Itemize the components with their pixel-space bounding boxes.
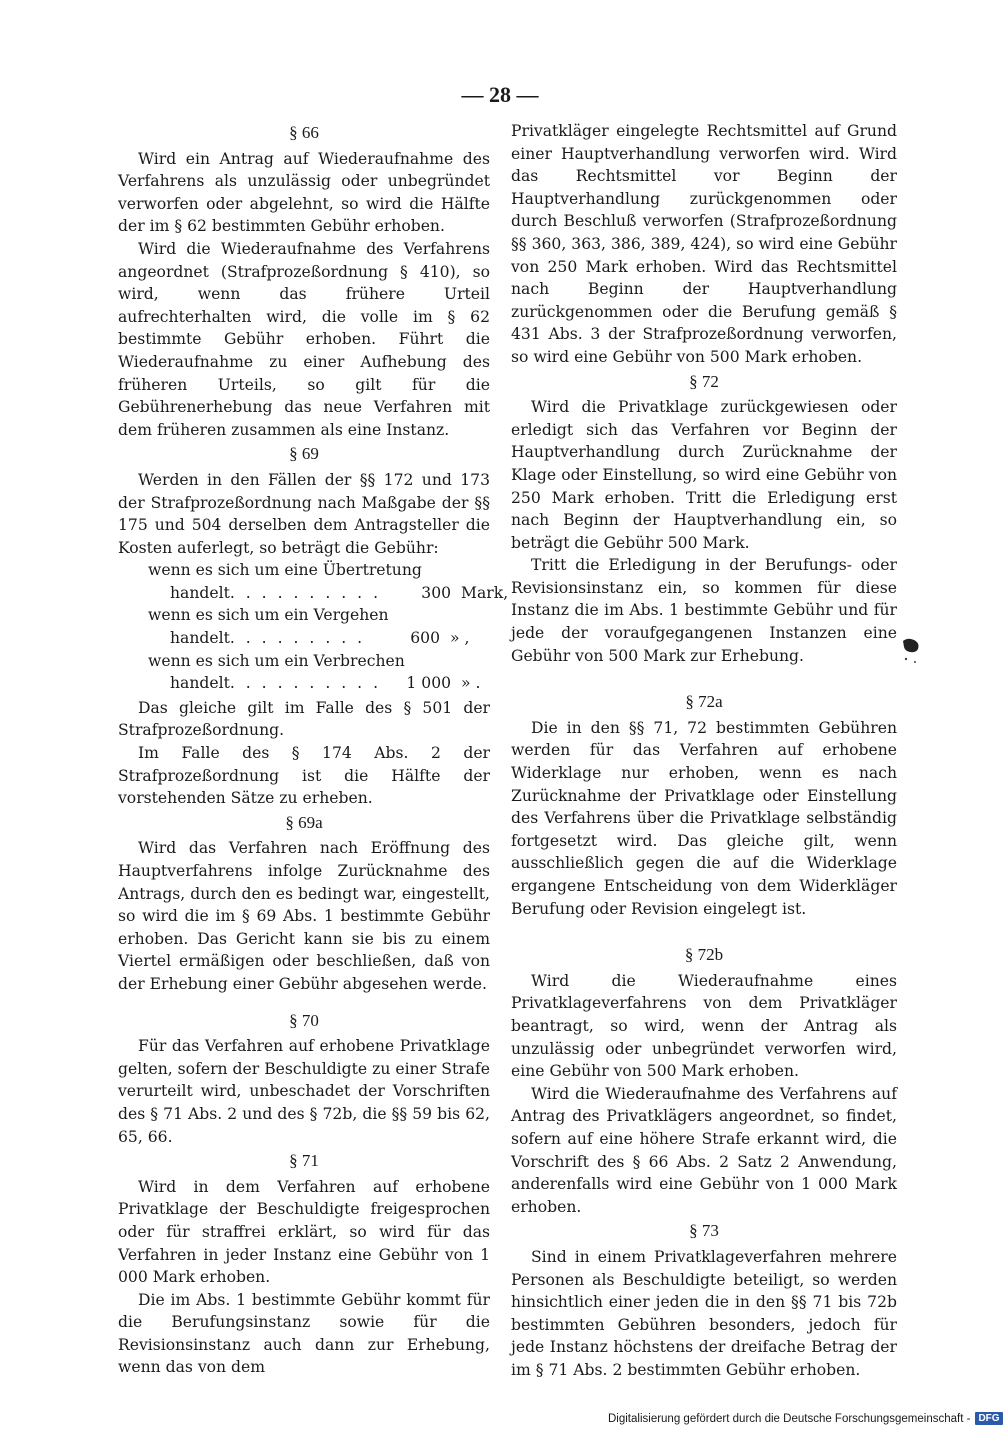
paragraph: Wird die Privatklage zurückgewiesen oder erledigt sich das Verfahren vor Beginn der Hauptverhandlung durch Zurücknahme der Klage oder Einstellung, so wird eine Gebühr von 250 Mark erhoben. Tritt die Erledigung erst nach Beginn der Hauptverhandlung ein, so beträgt die Gebühr 500 Mark. (511, 398, 897, 552)
paragraph: Für das Verfahren auf erhobene Privatklage gelten, sofern der Beschuldigte zu einer Strafe verurteilt wird, unbeschadet der Vorschriften des § 71 Abs. 2 und des § 72b, die §§ 59 bis 62, 65, 66. (118, 1037, 490, 1146)
paragraph: Wird das Verfahren nach Eröffnung des Hauptverfahrens infolge Zurücknahme des Antrags, durch den es bedingt war, eingestellt, so wird die im § 69 Abs. 1 bestimmte Gebühr erhoben. Das Gericht kann sie bis zu einem Viertel ermäßigen oder beschließen, daß von der Erhebung einer Gebühr abgesehen werde. (118, 839, 490, 993)
paragraph: Im Falle des § 174 Abs. 2 der Strafprozeßordnung ist die Hälfte der vorstehenden Sätze zu erheben. (118, 744, 490, 808)
section-heading-69: § 69 (289, 444, 319, 464)
section-heading-73: § 73 (689, 1221, 719, 1241)
section-heading-72: § 72 (689, 371, 719, 391)
section-heading-66: § 66 (289, 123, 319, 142)
right-column (511, 120, 897, 1381)
paragraph: Wird ein Antrag auf Wiederaufnahme des Verfahrens als unzulässig oder unbegründet verworfen oder abgelehnt, so wird die Hälfte der im § 62 bestimmten Gebühr erhoben. (118, 149, 490, 236)
paragraph: Wird in dem Verfahren auf erhobene Privatklage der Beschuldigte freigesprochen oder für straffrei erklärt, so wird für das Verfahren in jeder Instanz eine Gebühr von 1 000 Mark erhoben. (118, 1177, 490, 1287)
paragraph: Wird die Wiederaufnahme eines Privatklageverfahrens von dem Privatkläger beantragt, so wird, wenn der Antrag als unzulässig oder unbegründet verworfen wird, eine Gebühr von 500 Mark erhoben. (511, 971, 897, 1081)
fee-line: wenn es sich um ein Verbrechen (148, 651, 405, 670)
fee-line: handelt . . . . . . . . . . 300 Mark, (118, 582, 490, 605)
page-number: — 28 — (461, 82, 539, 107)
paragraph: Die in den §§ 71, 72 bestimmten Gebühren werden für das Verfahren auf erhobene Widerklage nur erhoben, wenn es nach Zurücknahme der Privatklage oder Einstellung des Verfahrens über die Privatklage selbständig fortgesetzt wird. Das gleiche gilt, wenn ausschließlich gegen die auf die Widerklage ergangene Entscheidung von dem Widerkläger Berufung oder Revision eingelegt ist. (511, 718, 897, 918)
paragraph: Werden in den Fällen der §§ 172 und 173 der Strafprozeßordnung nach Maßgabe der §§ 175 und 504 derselben dem Antragsteller die Kosten auferlegt, so beträgt die Gebühr: (118, 470, 490, 557)
section-heading-69a: § 69a (285, 812, 323, 832)
fee-line: wenn es sich um ein Vergehen (148, 606, 389, 625)
fee-amount: 300 (421, 583, 452, 602)
fee-amount: 1 000 (406, 674, 452, 693)
section-heading-70: § 70 (289, 1010, 319, 1030)
section-heading-72b: § 72b (684, 945, 724, 965)
paragraph: Wird die Wiederaufnahme des Verfahrens angeordnet (Strafprozeßordnung § 410), so wird, wenn das frühere Urteil aufrechterhalten wird, die volle im § 62 bestimmte Gebühr erhoben. Führt die Wiederaufnahme zu einer Aufhebung des früheren Urteils, so gilt für die Gebührenerhebung das neue Verfahren mit dem früheren zusammen als eine Instanz. (118, 239, 490, 439)
fee-line: handelt . . . . . . . . . . 1 000 » . (118, 672, 490, 695)
section-heading-72a: § 72a (685, 692, 723, 712)
margin-ink-mark (900, 637, 922, 667)
fee-line: handelt . . . . . . . . . 600 » , (118, 627, 490, 650)
fee-list (118, 559, 509, 695)
paragraph: Wird die Wiederaufnahme des Verfahrens auf Antrag des Privatklägers angeordnet, so findet, sofern auf eine höhere Strafe erkannt wird, die Vorschrift des § 66 Abs. 2 Satz 2 Anwendung, anderenfalls wird eine Gebühr von 1 000 Mark erhoben. (511, 1084, 897, 1216)
paragraph: Das gleiche gilt im Falle des § 501 der Strafprozeßordnung. (118, 698, 490, 740)
fee-amount: 600 (410, 629, 440, 648)
digitization-credit (608, 1412, 1003, 1425)
paragraph: Die im Abs. 1 bestimmte Gebühr kommt für die Berufungsinstanz sowie für die Revisionsinstanz auch dann zur Erhebung, wenn das von dem (118, 1290, 490, 1377)
section-heading-71: § 71 (289, 1151, 319, 1171)
left-column (118, 120, 509, 1379)
paragraph: Tritt die Erledigung in der Berufungs- oder Revisionsinstanz ein, so kommen für diese Instanz die im Abs. 1 bestimmte Gebühr und für jede der voraufgegangenen Instanzen eine Gebühr von 500 Mark zur Erhebung. (511, 556, 897, 665)
dfg-logo: DFG (975, 1412, 1002, 1425)
paragraph-continued: Privatkläger eingelegte Rechtsmittel auf Grund einer Hauptverhandlung verworfen wird. Wird das Rechtsmittel vor Beginn der Hauptverhandlung zurückgenommen oder durch Beschluß verworfen (Strafprozeßordnung §§ 360, 363, 386, 389, 424), so wird eine Gebühr von 250 Mark erhoben. Wird das Rechtsmittel nach Beginn der Hauptverhandlung zurückgenommen oder die Berufung gemäß § 431 Abs. 3 der Strafprozeßordnung verworfen, so wird eine Gebühr von 500 Mark erhoben. (511, 122, 897, 366)
fee-line: wenn es sich um eine Übertretung (148, 561, 422, 580)
footer-text: Digitalisierung gefördert durch die Deutsche Forschungsgemeinschaft - (608, 1412, 971, 1425)
paragraph: Sind in einem Privatklageverfahren mehrere Personen als Beschuldigte beteiligt, so werden hinsichtlich einer jeden die in den §§ 71 bis 72b bestimmten Gebühren besonders, jedoch für jede Instanz höchstens der dreifache Betrag der im § 71 Abs. 2 bestimmten Gebühr erhoben. (511, 1247, 897, 1379)
